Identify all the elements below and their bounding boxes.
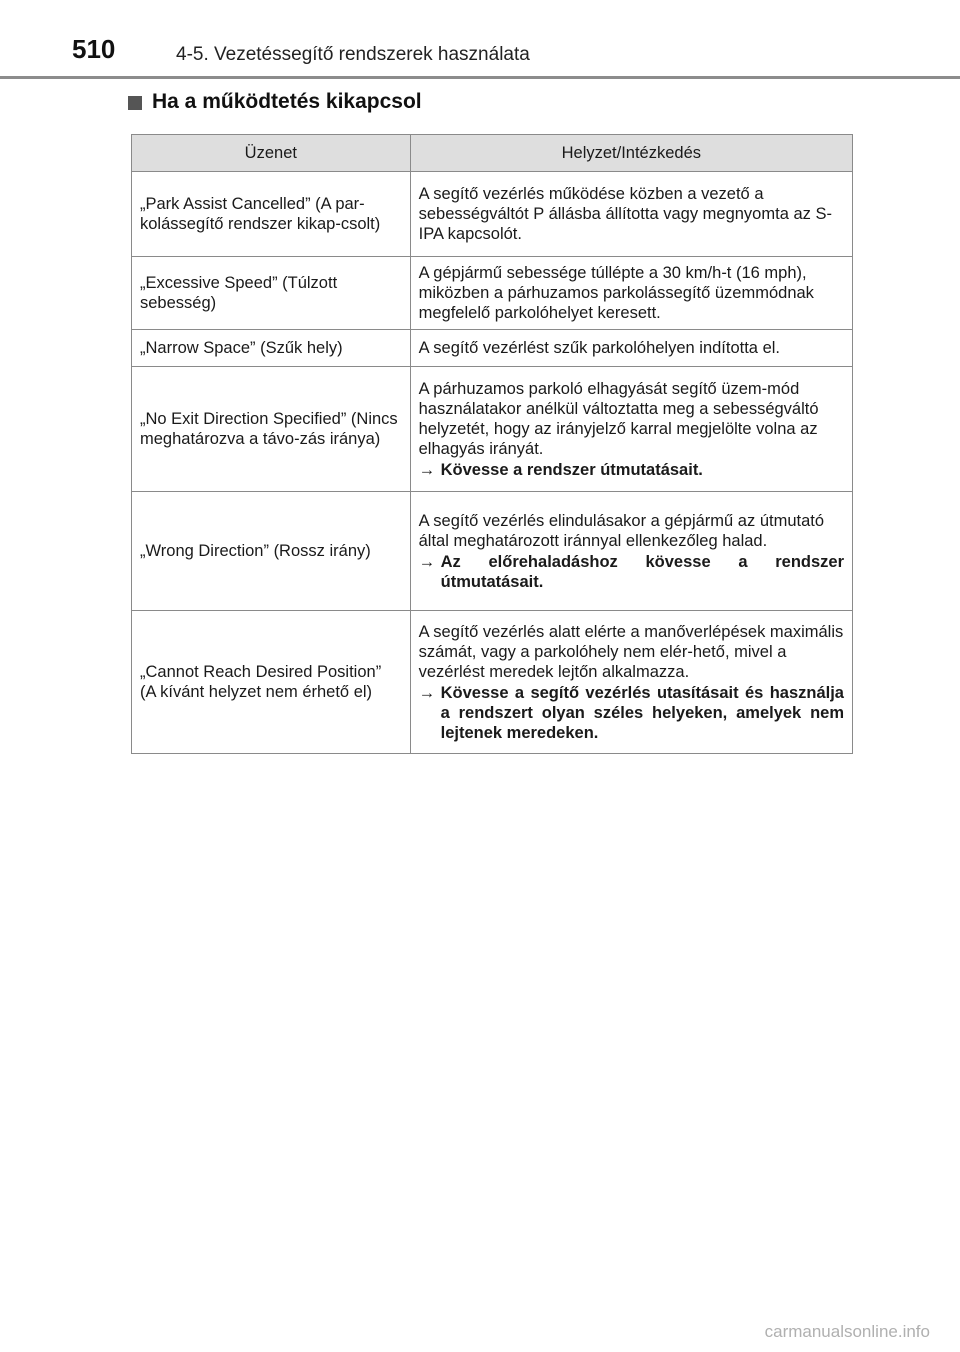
table-row xyxy=(132,330,853,367)
watermark: carmanualsonline.info xyxy=(764,1322,930,1341)
instruction xyxy=(419,683,844,743)
page-number: 510 xyxy=(72,34,116,64)
action-cell xyxy=(410,492,852,611)
table-row xyxy=(132,257,853,330)
section-heading xyxy=(128,90,422,114)
instruction-text: Az előrehaladáshoz kövesse a rendszer útmutatásait. xyxy=(440,552,844,591)
action-text: A segítő vezérlés elindulásakor a gépjármű az útmutató által meghatározott iránnyal ellenkezőleg halad. xyxy=(418,511,825,550)
header-divider xyxy=(0,76,960,79)
table-row xyxy=(132,172,853,257)
chapter-title: 4-5. Vezetéssegítő rendszerek használata xyxy=(176,44,530,65)
arrow-right-icon: → xyxy=(418,683,436,702)
action-cell xyxy=(410,611,852,754)
column-header-message: Üzenet xyxy=(132,135,411,172)
instruction xyxy=(419,460,844,480)
instruction-text: Kövesse a segítő vezérlés utasításait és használja a rendszert olyan széles helyeken, amelyek nem lejtenek meredeken. xyxy=(440,683,844,742)
action-text: A gépjármű sebessége túllépte a 30 km/h-t (16 mph), miközben a párhuzamos parkolássegítő üzemmódnak megfelelő parkolóhelyet keresett. xyxy=(418,264,814,322)
instruction-text: Kövesse a rendszer útmutatásait. xyxy=(440,460,703,479)
action-cell xyxy=(410,257,852,330)
instruction xyxy=(419,552,844,592)
column-header-action: Helyzet/Intézkedés xyxy=(410,135,852,172)
arrow-right-icon: → xyxy=(418,460,436,479)
table-row xyxy=(132,492,853,611)
message-cell: „No Exit Direction Specified” (Nincs meghatározva a távo-zás iránya) xyxy=(132,367,411,492)
action-text: A segítő vezérlés alatt elérte a manőverlépések maximális számát, vagy a parkolóhely nem elér-hető, mivel a vezérlést meredek lejtőn alkalmazza. xyxy=(418,622,844,681)
message-cell: „Wrong Direction” (Rossz irány) xyxy=(132,492,411,611)
arrow-right-icon: → xyxy=(418,552,436,571)
table-row xyxy=(132,367,853,492)
action-cell xyxy=(410,172,852,257)
action-text: A segítő vezérlést szűk parkolóhelyen indította el. xyxy=(418,339,780,357)
action-text: A párhuzamos parkoló elhagyását segítő üzem-mód használatakor anélkül változtatta meg a sebességváltó helyzetét, hogy az irányjelző karral megjelölte volna az elhagyás irányát. xyxy=(418,379,819,458)
message-table xyxy=(131,134,853,754)
table-header-row xyxy=(132,135,853,172)
table-row xyxy=(132,611,853,754)
message-cell: „Park Assist Cancelled” (A par-kolássegítő rendszer kikap-csolt) xyxy=(132,172,411,257)
page-header xyxy=(0,0,960,80)
square-bullet-icon xyxy=(128,96,142,110)
message-cell: „Cannot Reach Desired Position” (A kívánt helyzet nem érhető el) xyxy=(132,611,411,754)
message-cell: „Narrow Space” (Szűk hely) xyxy=(132,330,411,367)
section-heading-text: Ha a működtetés kikapcsol xyxy=(152,90,422,113)
message-cell: „Excessive Speed” (Túlzott sebesség) xyxy=(132,257,411,330)
action-cell xyxy=(410,330,852,367)
action-cell xyxy=(410,367,852,492)
action-text: A segítő vezérlés működése közben a vezető a sebességváltót P állásba állította vagy megnyomta az S-IPA kapcsolót. xyxy=(418,185,832,243)
